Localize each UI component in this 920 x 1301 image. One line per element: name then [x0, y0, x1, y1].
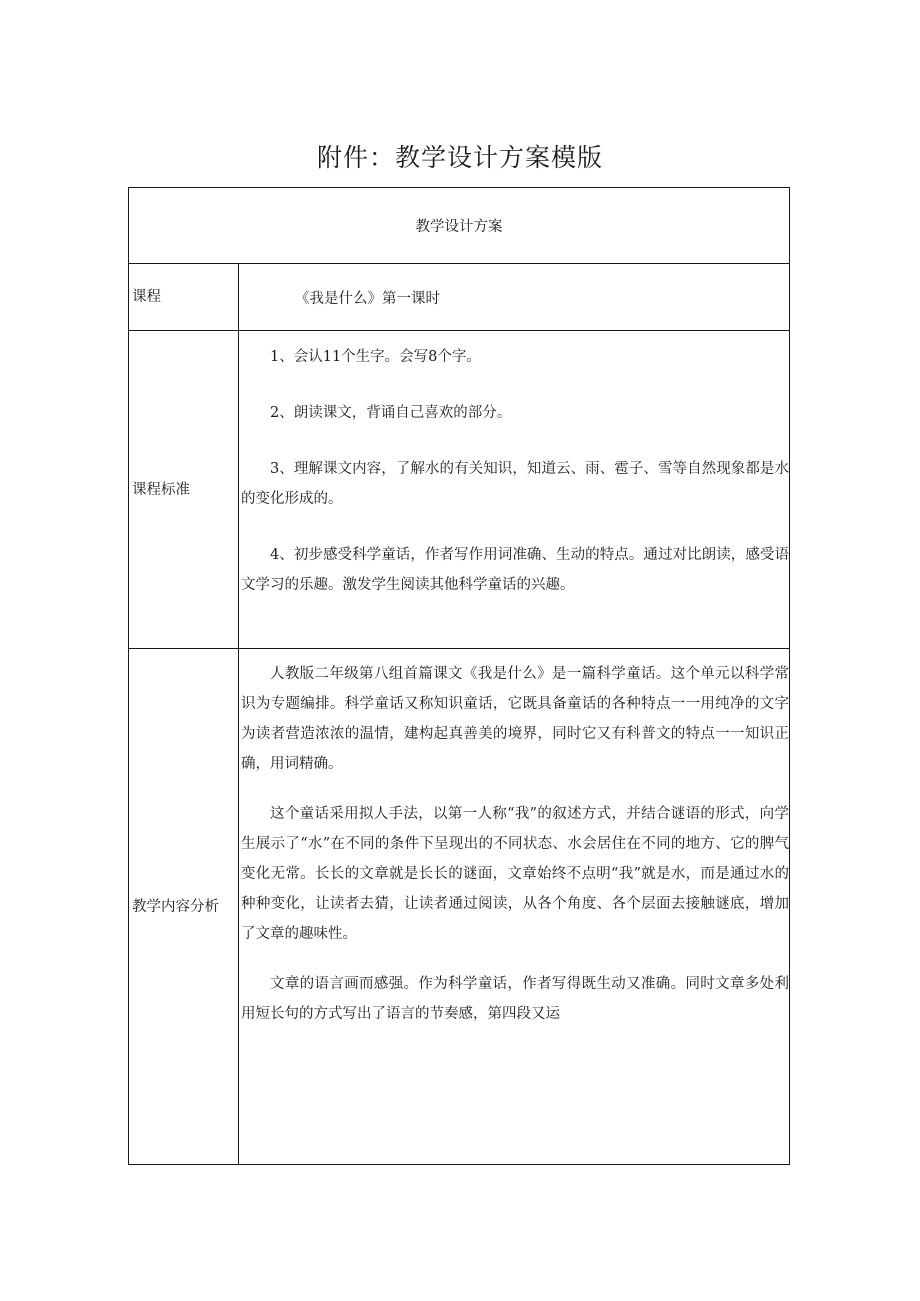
analysis-paragraph: 人教版二年级第八组首篇课文《我是什么》是一篇科学童话。这个单元以科学常识为专题编排。科学童话又称知识童话，它既具备童话的各种特点一一用纯净的文字为读者营造浓浓的温情，建构起真善美的境界，同时它又有科普文的特点一一知识正确，用词精确。 — [241, 666, 789, 772]
table-header-row — [129, 188, 790, 264]
course-label: 课程 — [132, 289, 161, 305]
standard-item: 2、朗读课文，背诵自己喜欢的部分。 — [270, 405, 512, 421]
course-value: 《我是什么》第一课时 — [295, 290, 440, 307]
standard-item: 1、会认11个生字。会写8个字。 — [270, 349, 481, 365]
standards-row — [129, 331, 790, 649]
analysis-paragraph: 文章的语言画而感强。作为科学童话，作者写得既生动又准确。同时文章多处利用短长句的方式写出了语言的节奏感，第四段又运 — [241, 976, 789, 1022]
standards-label: 课程标准 — [132, 481, 190, 498]
standard-item: 4、初步感受科学童话，作者写作用词准确、生动的特点。通过对比朗读，感受语文学习的乐趣。激发学生阅读其他科学童话的兴趣。 — [241, 547, 789, 593]
analysis-row — [129, 649, 790, 1165]
analysis-label: 教学内容分析 — [132, 898, 219, 915]
table-header: 教学设计方案 — [129, 188, 790, 264]
course-row — [129, 264, 790, 331]
analysis-paragraph: 这个童话采用拟人手法，以第一人称“我”的叙述方式，并结合谜语的形式，向学生展示了“水”在不同的条件下呈现出的不同状态、水会居住在不同的地方、它的脾气变化无常。长长的文章就是长长的谜面，文章始终不点明“我”就是水，而是通过水的种种变化，让读者去猜，让读者通过阅读，从各个角度、各个层面去接触谜底，增加了文章的趣味性。 — [241, 806, 789, 942]
document-title: 附件：教学设计方案模版 — [316, 143, 603, 172]
lesson-design-table — [128, 187, 790, 1165]
standard-item: 3、理解课文内容，了解水的有关知识，知道云、雨、雹子、雪等自然现象都是水的变化形成的。 — [241, 461, 789, 507]
